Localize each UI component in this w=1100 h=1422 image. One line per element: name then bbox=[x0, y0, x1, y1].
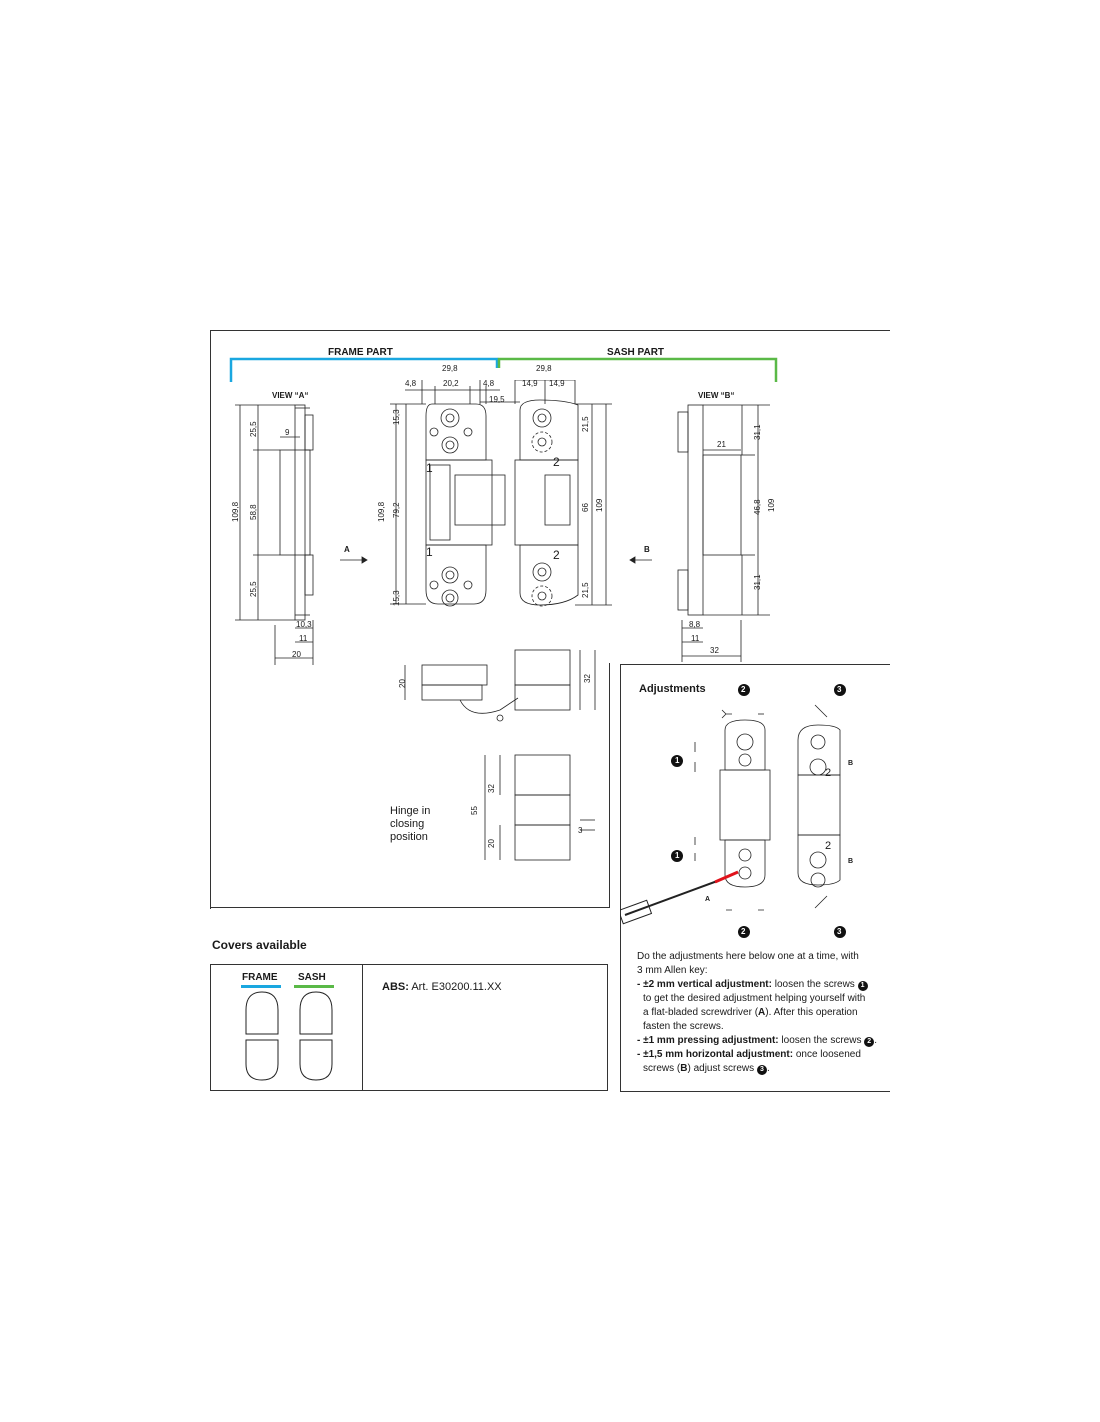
dim-20-b: 20 bbox=[398, 679, 407, 688]
adjustments-title: Adjustments bbox=[639, 683, 706, 695]
dim-9: 9 bbox=[285, 428, 290, 437]
dim-21-5-top: 21,5 bbox=[581, 416, 590, 432]
adjust-pressing-text: loosen the screws bbox=[778, 1035, 862, 1046]
adjust-mark-2-lower: 2 bbox=[825, 840, 832, 852]
dim-29-8-sash: 29,8 bbox=[536, 364, 552, 373]
view-a-label: VIEW “A“ bbox=[272, 391, 309, 400]
adjust-intro-2: 3 mm Allen key: bbox=[637, 965, 708, 976]
dim-25-5-top: 25,5 bbox=[249, 421, 258, 437]
dim-21-5-bottom: 21,5 bbox=[581, 582, 590, 598]
adjust-horizontal-2c: ) adjust screws bbox=[687, 1063, 755, 1074]
sash-cover-bottom-icon bbox=[300, 1040, 332, 1080]
closing-label-3: position bbox=[390, 831, 428, 843]
covers-frame-label: FRAME bbox=[242, 972, 278, 983]
sash-cover-top-icon bbox=[300, 992, 332, 1034]
view-b-label: VIEW “B“ bbox=[698, 391, 735, 400]
adjust-pressing: - ±1 mm pressing adjustment: loosen the screws 2 . bbox=[637, 1035, 878, 1046]
dim-15-3-bottom: 15,3 bbox=[392, 590, 401, 606]
dim-10-3: 10,3 bbox=[296, 620, 312, 629]
dim-55: 55 bbox=[470, 806, 479, 815]
dim-66: 66 bbox=[581, 503, 590, 512]
sash-part-label: SASH PART bbox=[607, 347, 665, 358]
covers-abs-label: ABS: bbox=[382, 981, 409, 993]
adjust-pressing-bold: - ±1 mm pressing adjustment: bbox=[637, 1035, 779, 1046]
adjust-horizontal-1 bbox=[637, 1048, 861, 1062]
adjust-vertical-2: to get the desired adjustment helping yourself with bbox=[643, 993, 866, 1004]
marker-1-inline-icon: 1 bbox=[858, 981, 868, 991]
dim-109-8-b: 109,8 bbox=[377, 501, 386, 522]
dim-11-b: 11 bbox=[691, 634, 700, 643]
dim-15-3-top: 15,3 bbox=[392, 409, 401, 425]
adjust-mark-2-upper: 2 bbox=[825, 767, 832, 779]
dim-21: 21 bbox=[717, 440, 726, 449]
dim-3: 3 bbox=[578, 826, 583, 835]
hinge-mark-2-top: 2 bbox=[553, 455, 560, 469]
dim-58-8: 58,8 bbox=[249, 504, 258, 520]
main-frame-bottom bbox=[210, 907, 609, 908]
adjust-vertical-3b: A bbox=[758, 1007, 766, 1018]
dim-4-8-right: 4,8 bbox=[483, 379, 495, 388]
marker-2-bottom: 2 bbox=[741, 927, 746, 936]
marker-1-upper: 1 bbox=[675, 756, 680, 765]
frame-underline bbox=[241, 985, 281, 988]
covers-abs-text bbox=[382, 980, 502, 994]
frame-part-label: FRAME PART bbox=[328, 347, 393, 358]
covers-abs-article: Art. E30200.11.XX bbox=[408, 981, 502, 993]
dim-109-b: 109 bbox=[767, 498, 776, 512]
adjust-horizontal-2a: screws ( bbox=[643, 1063, 681, 1074]
arrow-a-label: A bbox=[344, 545, 350, 554]
frame-cover-top-icon bbox=[246, 992, 278, 1034]
covers-title: Covers available bbox=[212, 938, 307, 952]
marker-3-bottom: 3 bbox=[837, 927, 842, 936]
marker-2-top: 2 bbox=[741, 685, 746, 694]
adjust-horizontal-2b: B bbox=[680, 1063, 688, 1074]
dim-29-8-frame: 29,8 bbox=[442, 364, 458, 373]
dim-79-2: 79,2 bbox=[392, 502, 401, 518]
adjust-vertical-4: fasten the screws. bbox=[643, 1021, 724, 1032]
closing-label-2: closing bbox=[390, 818, 425, 830]
dim-32-a: 32 bbox=[710, 646, 719, 655]
dim-20-2: 20,2 bbox=[443, 379, 459, 388]
dim-109-8-a: 109,8 bbox=[231, 501, 240, 522]
dim-19-5: 19,5 bbox=[489, 395, 505, 404]
adjust-horizontal-text: once loosened bbox=[793, 1049, 861, 1060]
adjust-vertical-1 bbox=[637, 978, 868, 992]
frame-front-view bbox=[390, 380, 520, 606]
dim-31-1-top: 31,1 bbox=[753, 424, 762, 440]
marker-b-lower: B bbox=[848, 858, 854, 865]
adjust-vertical-3c: ). After this operation bbox=[765, 1007, 858, 1018]
dim-32-b: 32 bbox=[583, 674, 592, 683]
adjust-intro-1: Do the adjustments here below one at a time, with bbox=[637, 951, 859, 962]
arrow-b-label: B bbox=[644, 545, 650, 554]
marker-2-inline-icon: 2 bbox=[864, 1037, 874, 1047]
sash-underline bbox=[294, 985, 334, 988]
marker-b-upper: B bbox=[848, 760, 854, 767]
marker-1-lower: 1 bbox=[675, 851, 680, 860]
adjust-vertical-3a: a flat-bladed screwdriver ( bbox=[643, 1007, 759, 1018]
hinge-mark-2-bottom: 2 bbox=[553, 548, 560, 562]
covers-sash-label: SASH bbox=[298, 972, 326, 983]
dim-4-8-left: 4,8 bbox=[405, 379, 417, 388]
adjust-horizontal-bold: - ±1,5 mm horizontal adjustment: bbox=[637, 1049, 794, 1060]
adjust-vertical-text: loosen the screws bbox=[771, 979, 855, 990]
dim-20-a: 20 bbox=[292, 650, 301, 659]
hinge-mark-1-top: 1 bbox=[426, 461, 433, 475]
marker-3-top: 3 bbox=[837, 685, 842, 694]
adjust-horizontal-2: screws (B) adjust screws 3 . bbox=[643, 1063, 770, 1074]
part-brackets bbox=[225, 340, 785, 385]
closing-label-1: Hinge in bbox=[390, 805, 431, 817]
dim-25-5-bottom: 25,5 bbox=[249, 581, 258, 597]
dim-31-1-bottom: 31,1 bbox=[753, 574, 762, 590]
dim-32-c: 32 bbox=[487, 784, 496, 793]
marker-a: A bbox=[705, 896, 711, 903]
sash-front-view bbox=[515, 380, 612, 606]
dim-14-9-left: 14,9 bbox=[522, 379, 538, 388]
marker-3-inline-icon: 3 bbox=[757, 1065, 767, 1075]
covers-divider bbox=[362, 964, 363, 1090]
dim-46-8: 46,8 bbox=[753, 499, 762, 515]
dim-20-c: 20 bbox=[487, 839, 496, 848]
cover-shapes bbox=[240, 990, 340, 1082]
dim-109-a: 109 bbox=[595, 498, 604, 512]
dim-8-8: 8,8 bbox=[689, 620, 701, 629]
dim-11-a: 11 bbox=[299, 634, 308, 643]
adjust-vertical-3 bbox=[643, 1006, 858, 1020]
dim-14-9-right: 14,9 bbox=[549, 379, 565, 388]
adjustments-diagram bbox=[620, 680, 890, 940]
frame-cover-bottom-icon bbox=[246, 1040, 278, 1080]
adjust-vertical-bold: - ±2 mm vertical adjustment: bbox=[637, 979, 772, 990]
hinge-mark-1-bottom: 1 bbox=[426, 545, 433, 559]
